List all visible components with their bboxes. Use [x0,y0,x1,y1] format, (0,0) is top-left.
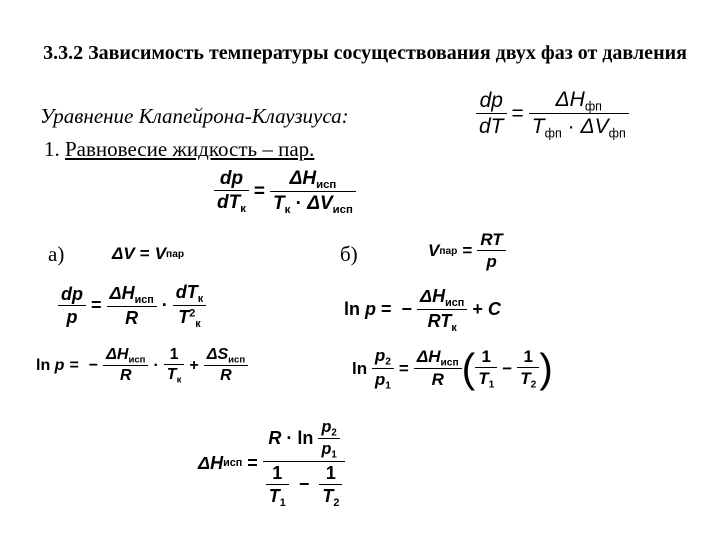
list-item-number: 1. [44,137,60,161]
label-b: б) [340,242,358,266]
label-a: а) [48,242,65,266]
equation-ideal-gas: V пар = $\frac{RT}{p}$ [428,230,506,272]
equation-integrated-entropy: ln p = − $\frac{\Delta H_{исп}}{R}$ · $\frac{1}{T_к}$ + $\frac{\Delta S_{исп}}{R}$ [36,346,248,385]
page-title: 3.3.2 Зависимость температуры сосуществования двух фаз от давления [43,42,687,64]
equation-separated: $\frac{dp}{p}$ = $\frac{\Delta H_{исп}}{R}$ · $\frac{dT_к}{T^2_к}$ [58,282,206,330]
list-item-text: Равновесие жидкость – пар. [65,137,315,161]
subtitle: Уравнение Клапейрона-Клаузиуса: [40,104,349,128]
equation-integrated-definite: ln $\frac{p_2}{p_1}$ = $\frac{\Delta H_{исп}}{R}$ ( $\frac{1}{T_1}$ − $\frac{1}{T_2}$ ) [352,345,553,392]
list-item [44,137,314,162]
equation-integrated-indefinite: ln p = − $\frac{\Delta H_{исп}}{RT_к}$ + C [344,286,501,334]
equation-dv-approx: ΔV = V пар [112,244,185,263]
equation-clapeyron-general: $\frac{dp}{dT}$ = $\frac{\Delta H_{фп}}{T_{фп} \cdot \Delta V_{фп}}$ [476,88,629,141]
equation-clapeyron-evaporation: $\frac{dp}{dT_к}$ = $\frac{\Delta H_{исп}}{T_к \cdot \Delta V_{исп}}$ [214,168,356,216]
equation-enthalpy: ΔH исп = R · ln $\frac{p_2}{p_1}$ $\frac{1}{T_1}$ − $\frac{1}{T_2}$ [198,418,345,509]
